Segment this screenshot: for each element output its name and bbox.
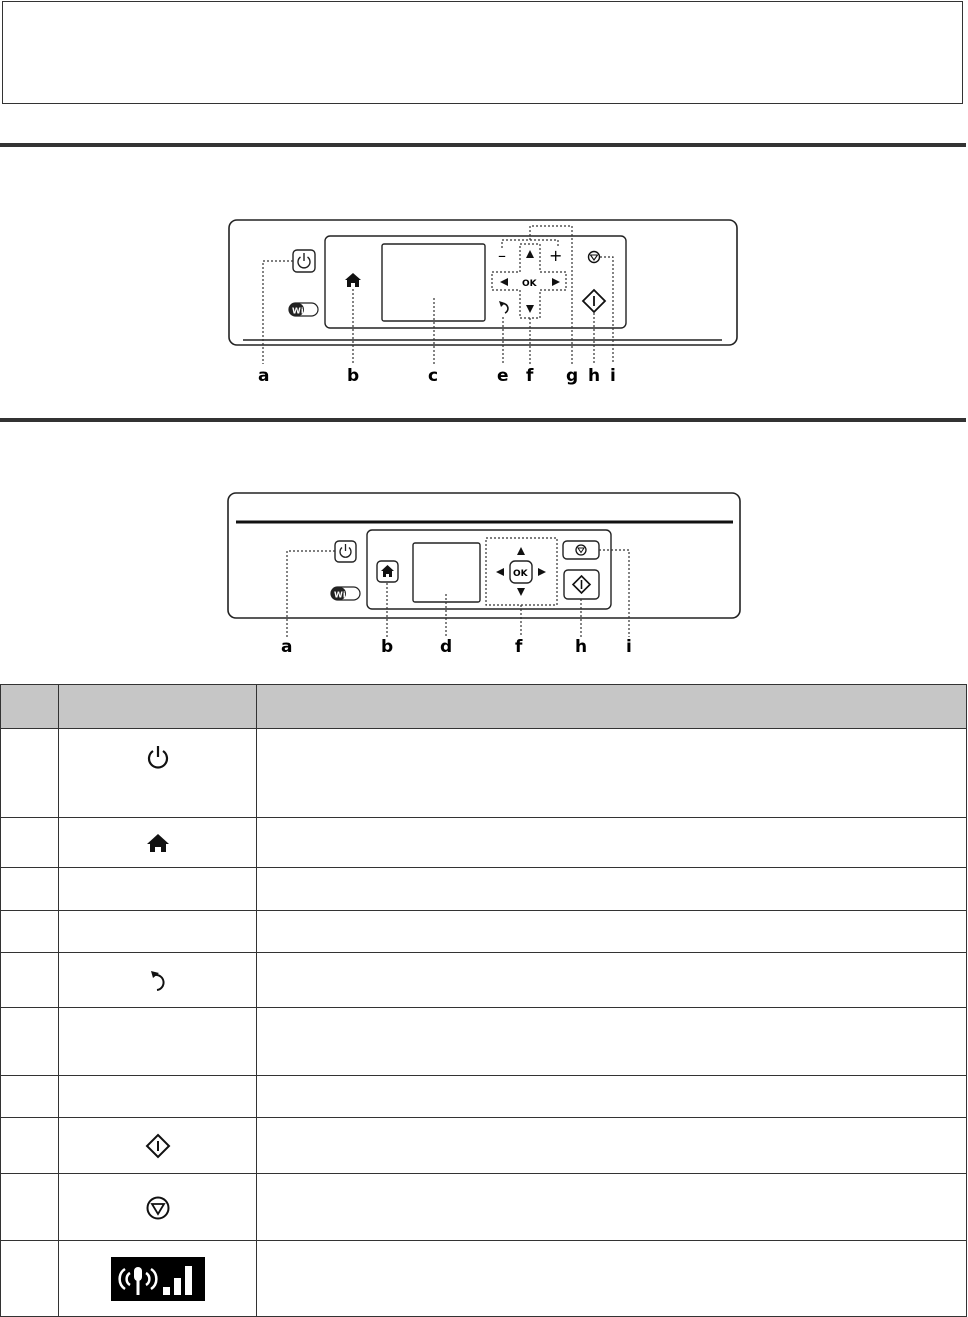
callout-label: b <box>381 637 394 657</box>
table-row <box>1 868 967 911</box>
note-box <box>2 1 963 104</box>
table-row <box>1 1241 967 1317</box>
callout-label: h <box>575 637 588 657</box>
plus-button[interactable]: + <box>549 246 563 265</box>
minus-button[interactable]: – <box>498 246 506 265</box>
home-icon <box>146 833 170 853</box>
callout-label: g <box>566 366 579 386</box>
table-row <box>1 729 967 818</box>
section-rule-top <box>0 143 966 147</box>
controls-table <box>0 684 967 1317</box>
power-icon <box>145 745 171 771</box>
table-row <box>1 911 967 953</box>
callout-label: d <box>440 637 453 657</box>
section-rule-middle <box>0 418 966 422</box>
stop-button[interactable] <box>563 541 599 559</box>
table-row <box>1 953 967 1008</box>
stop-button[interactable] <box>589 252 600 263</box>
callout-label: h <box>588 366 601 386</box>
wifi-logo <box>289 303 318 316</box>
callout-label: a <box>281 637 293 657</box>
callout-label: b <box>347 366 360 386</box>
callout-label: c <box>428 366 439 386</box>
callout-label: a <box>258 366 270 386</box>
callout-label: e <box>497 366 509 386</box>
callout-label: f <box>526 366 534 386</box>
table-header-cell <box>59 685 257 729</box>
back-icon <box>148 968 168 992</box>
table-row <box>1 1118 967 1174</box>
wifi-logo-text: WiFi <box>292 306 312 316</box>
table-header-cell <box>257 685 967 729</box>
callout-label: i <box>610 366 616 386</box>
lcd-screen <box>382 244 485 321</box>
start-button[interactable] <box>564 570 599 599</box>
figure2-callouts <box>281 637 632 657</box>
ok-label: OK <box>513 569 528 579</box>
stop-icon <box>145 1195 171 1221</box>
table-header-cell <box>1 685 59 729</box>
power-button[interactable] <box>335 541 356 562</box>
callout-label: f <box>515 637 523 657</box>
ok-button[interactable]: OK <box>522 279 537 289</box>
figure1-callouts <box>258 366 616 386</box>
power-button[interactable] <box>293 250 315 272</box>
control-panel-figure-2 <box>0 480 968 670</box>
wifi-logo-text: WiFi <box>334 590 354 600</box>
start-icon <box>145 1133 171 1159</box>
lcd-screen <box>413 543 480 602</box>
wifi-signal-icon <box>111 1257 205 1301</box>
control-panel-figure-1 <box>0 150 968 390</box>
home-button[interactable] <box>377 561 398 582</box>
table-row <box>1 818 967 868</box>
table-row <box>1 1174 967 1241</box>
table-header-row <box>1 685 967 729</box>
table-row <box>1 1076 967 1118</box>
wifi-logo <box>331 587 360 600</box>
ok-button[interactable] <box>510 561 532 583</box>
callout-label: i <box>626 637 632 657</box>
table-row <box>1 1008 967 1076</box>
